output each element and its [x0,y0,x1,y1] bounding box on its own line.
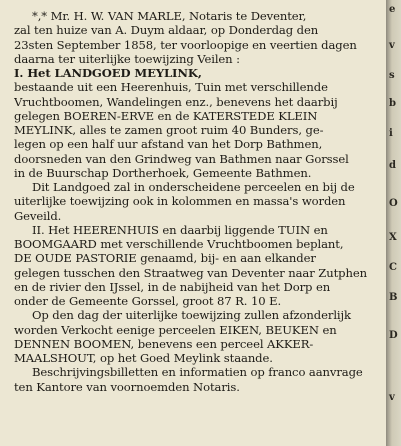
notice-line: *,* Mr. H. W. VAN MARLE, Notaris te Deventer, [32,9,307,23]
notice-line: BOOMGAARD met verschillende Vruchtboomen beplant, [14,237,344,251]
notice-line: Vruchtboomen, Wandelingen enz., benevens het daarbij [14,94,338,109]
notice-line: MAALSHOUT, op het Goed Meylink staande. [14,351,273,365]
edge-letter: D [389,330,398,341]
section-one-heading: I. Het LANDGOED MEYLINK, [14,66,202,80]
notice-line: zal ten huize van A. Duym aldaar, op Donderdag den [14,23,319,38]
notice-line: ten Kantore van voornoemden Notaris. [14,379,240,394]
section-two-heading: II. Het HEERENHUIS en daarbij liggende TUIN en [32,222,328,237]
notice-line: gelegen tusschen den Straatweg van Deventer naar Zutphen [14,265,367,280]
notice-line: uiterlijke toewijzing ook in kolommen en massa's worden [14,194,346,209]
notice-line: Geveild. [14,208,62,223]
edge-letter: v [389,392,395,403]
edge-letter: s [389,70,395,81]
edge-letter: O [389,198,398,209]
notice-line: 23sten September 1858, ter voorloopige en veertien dagen [14,37,357,52]
notice-line: in de Buurschap Dortherhoek, Gemeente Bathmen. [14,165,312,180]
edge-letter: X [389,232,397,243]
notice-line: legen op een half uur afstand van het Dorp Bathmen, [14,137,323,152]
adjacent-column-edge [386,0,401,446]
notice-line: Beschrijvingsbilletten en informatien op franco aanvrage [32,365,363,380]
notice-line: MEYLINK, alles te zamen groot ruim 40 Bunders, ge- [14,123,324,137]
notice-line: doorsneden van den Grindweg van Bathmen naar Gorssel [14,151,349,166]
edge-letter: C [389,262,397,273]
notice-line: onder de Gemeente Gorssel, groot 87 R. 10 E. [14,294,282,308]
edge-letter: v [389,40,395,51]
notice-line: DENNEN BOOMEN, benevens een perceel AKKER- [14,336,314,351]
auction-notice [14,9,384,394]
notice-line: DE OUDE PASTORIE genaamd, bij- en aan elkander [14,251,316,266]
edge-letter: b [389,98,396,109]
edge-letter: i [389,128,393,139]
notice-line: bestaande uit een Heerenhuis, Tuin met verschillende [14,80,328,95]
notice-line: en de rivier den IJssel, in de nabijheid van het Dorp en [14,279,331,294]
edge-letter: e [389,4,396,15]
edge-letter: d [389,160,396,171]
notice-line: Op den dag der uiterlijke toewijzing zullen afzonderlijk [32,308,351,323]
notice-line: Dit Landgoed zal in onderscheidene perceelen en bij de [32,180,355,194]
edge-letter: B [389,292,398,303]
notice-line: gelegen BOEREN-ERVE en de KATERSTEDE KLEIN [14,108,318,123]
notice-line: worden Verkocht eenige perceelen EIKEN, BEUKEN en [14,322,337,337]
notice-line: daarna ter uiterlijke toewijzing Veilen : [14,51,240,66]
